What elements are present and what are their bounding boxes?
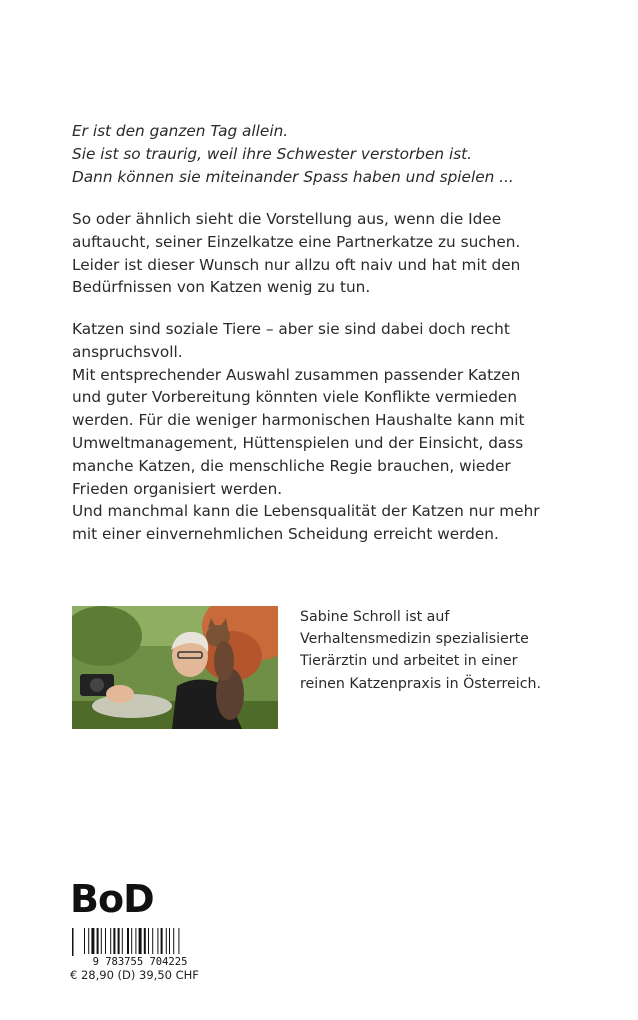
paragraph-line: Leider ist dieser Wunsch nur allzu oft naiv und hat mit den [72, 255, 521, 274]
price-label: € 28,90 (D) 39,50 CHF [70, 968, 199, 982]
bio-line: reinen Katzenpraxis in Österreich. [300, 675, 542, 692]
paragraph-line: Umweltmanagement, Hüttenspielen und der Einsicht, dass [72, 433, 524, 452]
author-photo [72, 606, 278, 729]
quote-line: Er ist den ganzen Tag allein. [72, 122, 289, 140]
isbn-digits: 9 783755 704225 [92, 956, 188, 966]
paragraph-line: So oder ähnlich sieht die Vorstellung aus, wenn die Idee [72, 210, 502, 228]
isbn-barcode [70, 928, 210, 966]
publisher-logo: BoD [70, 877, 154, 921]
bio-line: Tierärztin und arbeitet in einer [300, 653, 518, 670]
quote-line: Sie ist so traurig, weil ihre Schwester verstorben ist. [72, 144, 473, 163]
paragraph-line: manche Katzen, die menschliche Regie brauchen, wieder [72, 456, 511, 475]
paragraph-line: Bedürfnissen von Katzen wenig zu tun. [72, 278, 371, 297]
paragraph-line: auftaucht, seiner Einzelkatze eine Partnerkatze zu suchen. [72, 232, 521, 251]
bio-line: Sabine Schroll ist auf [300, 609, 450, 625]
paragraph-line: werden. Für die weniger harmonischen Haushalte kann mit [72, 411, 525, 430]
paragraph-2 [72, 318, 572, 546]
paragraph-line: und guter Vorbereitung könnten viele Konflikte vermieden [72, 388, 518, 407]
bio-line: Verhaltensmedizin spezialisierte [300, 631, 529, 648]
paragraph-line: anspruchsvoll. [72, 342, 183, 361]
quote-line: Dann können sie miteinander Spass haben und spielen ... [72, 167, 514, 186]
paragraph-line: Mit entsprechender Auswahl zusammen passender Katzen [72, 365, 521, 384]
author-bio [300, 606, 541, 695]
paragraph-line: Und manchmal kann die Lebensqualität der Katzen nur mehr [72, 502, 540, 521]
paragraph-1 [72, 208, 572, 299]
intro-quote [72, 120, 572, 188]
paragraph-line: Frieden organisiert werden. [72, 479, 283, 498]
paragraph-line: Katzen sind soziale Tiere – aber sie sind dabei doch recht [72, 320, 510, 338]
paragraph-line: mit einer einvernehmlichen Scheidung erreicht werden. [72, 525, 499, 544]
